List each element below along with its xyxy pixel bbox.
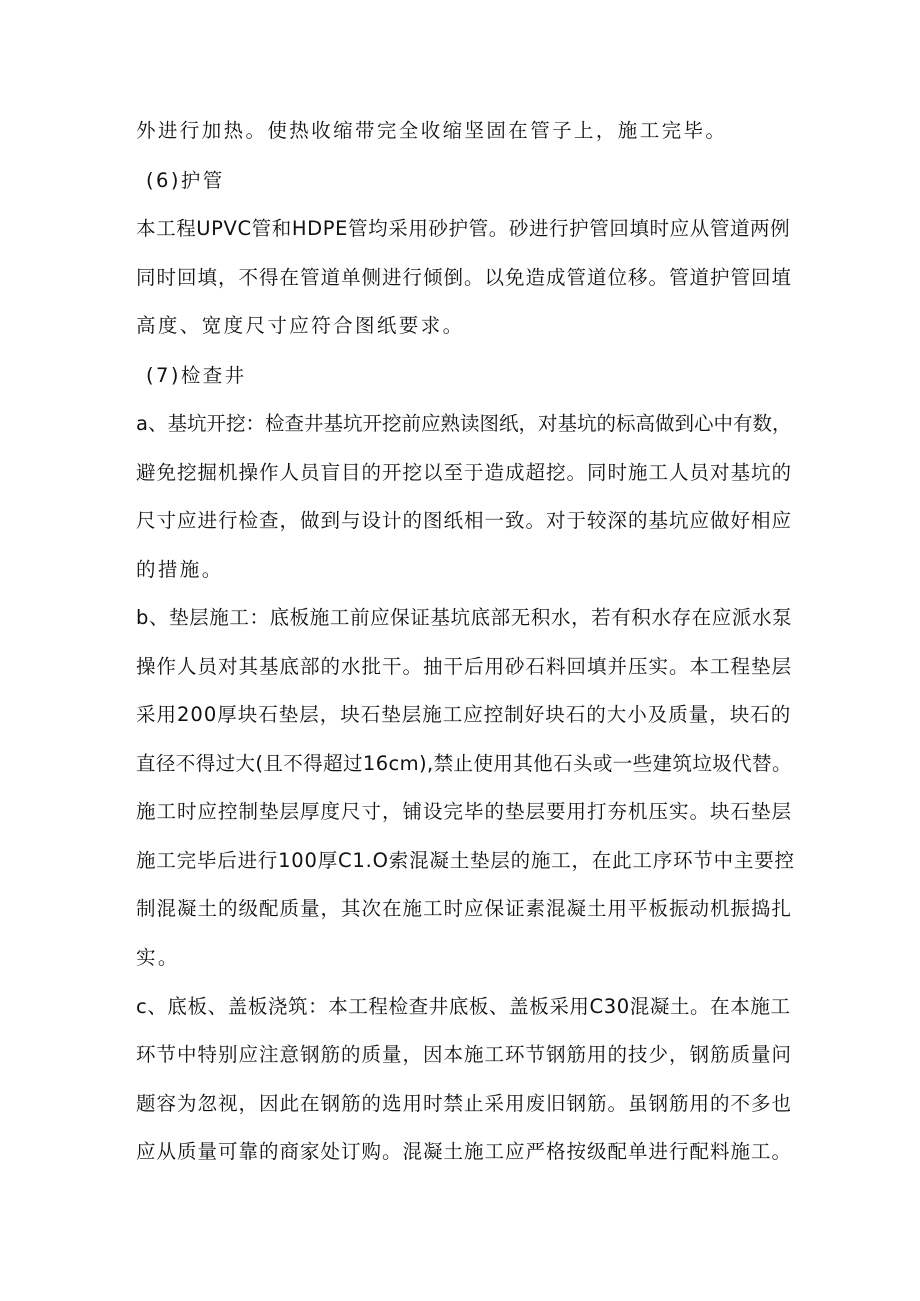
text-line: 施工完毕后进行100厚C1.O索混凝土垫层的施工，在此工序环节中主要控	[136, 849, 795, 872]
text-line: 尺寸应进行检查，做到与设计的图纸相一致。对于较深的基坑应做好相应	[136, 509, 793, 532]
section-heading-7: (7)检查井	[146, 364, 247, 387]
text-line: 应从质量可靠的商家处订购。混凝土施工应严格按级配单进行配料施工。	[136, 1140, 793, 1163]
text-line: 外进行加热。使热收缩带完全收缩坚固在管子上，施工完毕。	[136, 119, 728, 142]
text-line: 环节中特别应注意钢筋的质量，因本施工环节钢筋用的技少，钢筋质量问	[136, 1043, 793, 1066]
text-line: 同时回填，不得在管道单侧进行倾倒。以免造成管道位移。管道护管回埴	[136, 266, 793, 289]
text-line: 实。	[136, 946, 180, 969]
text-line: c、底板、盖板浇筑：本工程检查井底板、盖板采用C30混凝土。在本施工	[136, 995, 791, 1018]
text-line: 直径不得过大(且不得超过16cm),禁止使用其他石头或一些建筑垃圾代替。	[136, 752, 792, 775]
text-line: b、垫层施工：底板施工前应保证基坑底部无积水，若有积水存在应派水泵	[136, 606, 793, 629]
text-line: 制混凝土的级配质量，其次在施工时应保证素混凝土用平板振动机振捣扎	[136, 897, 793, 920]
text-line: 施工时应控制垫层厚度尺寸，铺设完毕的垫层要用打夯机压实。块石垫层	[136, 800, 793, 823]
section-heading-6: (6)护管	[146, 169, 225, 192]
text-line: 的措施。	[136, 558, 224, 581]
text-line: 避免挖掘机操作人员盲目的开挖以至于造成超挖。同时施工人员对基坑的	[136, 461, 793, 484]
text-line: 高度、宽度尺寸应符合图纸要求。	[136, 314, 465, 337]
text-line: 操作人员对其基底部的水批干。抽干后用砂石料回填并压实。本工程垫层	[136, 655, 793, 678]
text-line: 题容为忽视，因此在钢筋的选用时禁止采用废旧钢筋。虽钢筋用的不多也	[136, 1092, 793, 1115]
text-line: 本工程UPVC管和HDPE管均采用砂护管。砂进行护管回填时应从管道两例	[136, 217, 791, 240]
text-line: a、基坑开挖：检查井基坑开挖前应熟读图纸，对基坑的标高做到心中有数，	[136, 412, 792, 435]
text-line: 采用200厚块石垫层，块石垫层施工应控制好块石的大小及质量，块石的	[136, 703, 792, 726]
